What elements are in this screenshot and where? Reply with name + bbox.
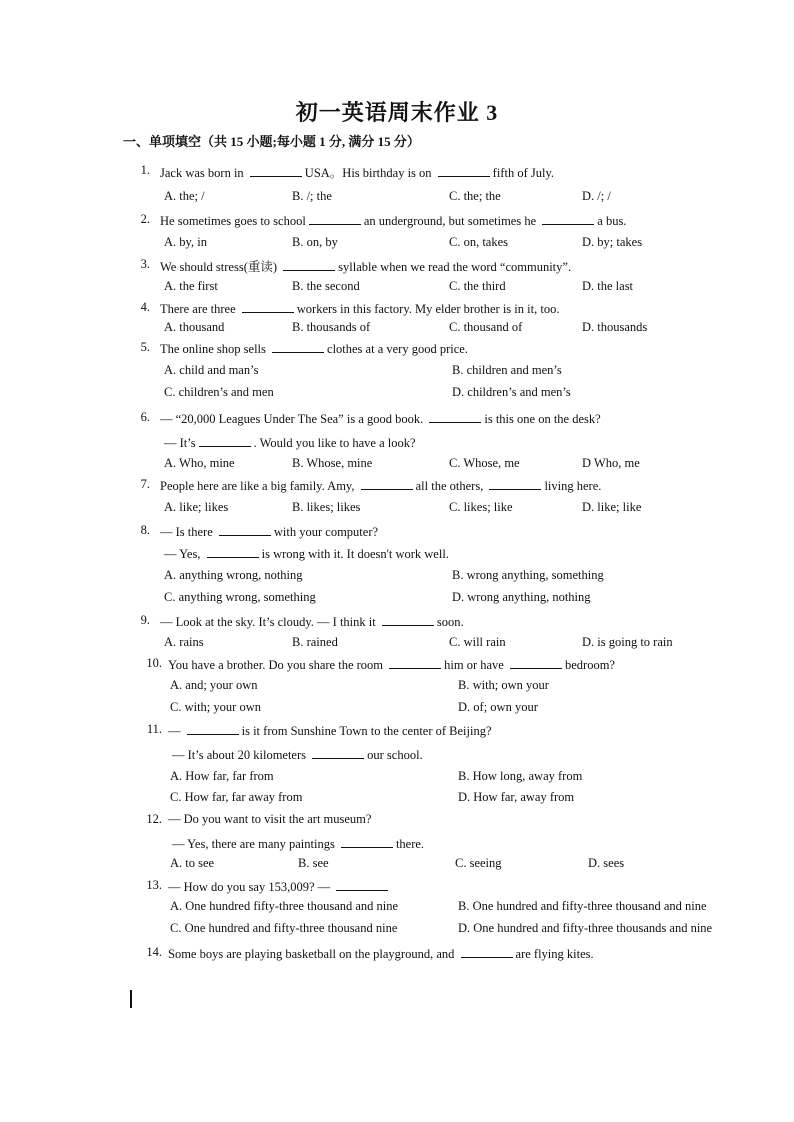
question-number: 3. <box>140 257 150 271</box>
stem-text: is this one on the desk? <box>484 412 601 426</box>
question-stem <box>160 257 571 275</box>
stem-text: — Yes, there are many paintings <box>172 837 338 851</box>
question-number: 9. <box>140 613 150 627</box>
answer-option[interactable]: D. wrong anything, nothing <box>452 590 591 604</box>
answer-option[interactable]: D. is going to rain <box>582 635 673 649</box>
answer-blank[interactable] <box>219 523 271 536</box>
stem-text: with your computer? <box>273 525 379 539</box>
stem-text: Some boys are playing basketball on the playground, and <box>168 947 458 961</box>
answer-option[interactable]: C. will rain <box>449 635 506 649</box>
answer-blank[interactable] <box>283 258 335 271</box>
question-stem <box>160 410 601 427</box>
stem-text: clothes at a very good price. <box>327 342 468 356</box>
stem-text: is wrong with it. It doesn't work well. <box>261 547 449 561</box>
answer-option[interactable]: D. How far, away from <box>458 790 575 804</box>
answer-option[interactable]: B. How long, away from <box>458 769 583 783</box>
answer-blank[interactable] <box>207 545 259 558</box>
answer-option[interactable]: B. see <box>298 856 329 870</box>
stem-text: USA。His birthday is on <box>304 166 435 180</box>
answer-option[interactable]: A. by, in <box>164 235 207 249</box>
answer-option[interactable]: A. and; your own <box>170 678 258 692</box>
question-stem <box>160 477 601 494</box>
margin-mark <box>130 990 132 1008</box>
answer-option[interactable]: C. How far, far away from <box>170 790 303 804</box>
answer-option[interactable]: B. rained <box>292 635 338 649</box>
answer-blank[interactable] <box>199 434 251 447</box>
answer-option[interactable]: B. with; own your <box>458 678 549 692</box>
question-stem <box>160 340 468 357</box>
answer-blank[interactable] <box>461 945 513 958</box>
stem-text: bedroom? <box>564 658 615 672</box>
answer-blank[interactable] <box>361 477 413 490</box>
answer-blank[interactable] <box>489 477 541 490</box>
stem-text: — Look at the sky. It’s cloudy. <box>160 615 314 629</box>
answer-blank[interactable] <box>382 613 434 626</box>
stem-text: — “20,000 Leagues Under The Sea” is a good book. <box>160 412 427 426</box>
question-number: 10. <box>146 656 162 670</box>
answer-option[interactable]: B. on, by <box>292 235 338 249</box>
answer-option[interactable]: D Who, me <box>582 456 640 470</box>
answer-option[interactable]: A. One hundred fifty-three thousand and nine <box>170 899 399 913</box>
page-title: 初一英语周末作业 3 <box>295 100 499 125</box>
answer-blank[interactable] <box>510 656 562 669</box>
answer-option[interactable]: A. rains <box>164 635 204 649</box>
answer-option[interactable]: D. sees <box>588 856 625 870</box>
answer-option[interactable]: D. thousands <box>582 320 648 334</box>
stem-text: — Yes, <box>164 547 204 561</box>
answer-blank[interactable] <box>389 656 441 669</box>
stem-text: — Do you want to visit the art museum? <box>168 812 372 826</box>
answer-option[interactable]: A. thousand <box>164 320 225 334</box>
question-stem <box>164 434 416 451</box>
answer-option[interactable]: A. to see <box>170 856 215 870</box>
question-stem <box>172 746 423 763</box>
question-number: 12. <box>146 812 162 826</box>
answer-option[interactable]: C. thousand of <box>449 320 523 334</box>
answer-option[interactable]: B. One hundred and fifty-three thousand and nine <box>458 899 707 913</box>
stem-text: Jack was born in <box>160 166 247 180</box>
question-number: 1. <box>140 163 150 177</box>
answer-option[interactable]: D. children’s and men’s <box>452 385 571 399</box>
stem-text: — I think it <box>313 615 379 629</box>
question-stem <box>168 878 391 895</box>
stem-text: living here. <box>544 479 602 493</box>
stem-text: syllable when we read the word “community”. <box>338 260 572 274</box>
stem-text: We should stress(重读) <box>160 260 281 274</box>
answer-blank[interactable] <box>429 410 481 423</box>
answer-option[interactable]: C. the; the <box>449 189 501 203</box>
answer-option[interactable]: C. One hundred and fifty-three thousand nine <box>170 921 398 935</box>
answer-blank[interactable] <box>312 746 364 759</box>
answer-blank[interactable] <box>438 164 490 177</box>
answer-option[interactable]: A. the first <box>164 279 218 293</box>
answer-blank[interactable] <box>341 835 393 848</box>
question-number: 4. <box>140 300 150 314</box>
question-stem <box>168 812 371 827</box>
answer-option[interactable]: C. the third <box>449 279 506 293</box>
answer-option[interactable]: B. the second <box>292 279 360 293</box>
question-number: 7. <box>140 477 150 491</box>
answer-option[interactable]: C. with; your own <box>170 700 261 714</box>
section-heading: 一、单项填空（共 15 小题;每小题 1 分, 满分 15 分） <box>123 134 420 149</box>
stem-text: — Is there <box>160 525 216 539</box>
answer-blank[interactable] <box>272 340 324 353</box>
stem-text: — <box>168 724 184 738</box>
question-number: 14. <box>146 945 162 959</box>
question-stem <box>172 835 424 852</box>
answer-option[interactable]: D. One hundred and fifty-three thousands and nine <box>458 921 713 935</box>
answer-option[interactable]: A. like; likes <box>164 500 229 514</box>
question-number: 8. <box>140 523 150 537</box>
stem-text: are flying kites. <box>515 947 594 961</box>
stem-text: him or have <box>444 658 507 672</box>
answer-option[interactable]: C. on, takes <box>449 235 509 249</box>
answer-option[interactable]: C. anything wrong, something <box>164 590 316 604</box>
stem-text: there. <box>395 837 425 851</box>
answer-option[interactable]: A. child and man’s <box>164 363 259 377</box>
answer-blank[interactable] <box>309 212 361 225</box>
question-stem <box>160 300 559 317</box>
answer-blank[interactable] <box>250 164 302 177</box>
stem-text: an underground, but sometimes he <box>363 214 540 228</box>
answer-option[interactable]: A. Who, mine <box>164 456 235 470</box>
question-number: 2. <box>140 212 150 226</box>
question-stem <box>160 163 554 181</box>
question-number: 13. <box>146 878 162 892</box>
stem-text: soon. <box>436 615 464 629</box>
answer-option[interactable]: A. the; / <box>164 189 205 203</box>
answer-option[interactable]: D. by; takes <box>582 235 643 249</box>
question-stem <box>164 545 449 562</box>
answer-option[interactable]: B. thousands of <box>292 320 371 334</box>
answer-blank[interactable] <box>187 722 239 735</box>
stem-text: You have a brother. Do you share the room <box>168 658 387 672</box>
question-number: 11. <box>146 722 162 736</box>
stem-text: all the others, <box>415 479 487 493</box>
answer-option[interactable]: D. like; like <box>582 500 642 514</box>
answer-option[interactable]: B. likes; likes <box>292 500 361 514</box>
answer-option[interactable]: B. children and men’s <box>452 363 562 377</box>
answer-option[interactable]: D. /; / <box>582 189 611 203</box>
answer-option[interactable]: C. Whose, me <box>449 456 520 470</box>
stem-text: workers in this factory. My elder brother is in it, too. <box>296 302 560 316</box>
answer-option[interactable]: C. children’s and men <box>164 385 274 399</box>
question-number: 5. <box>140 340 150 354</box>
stem-text: There are three <box>160 302 239 316</box>
stem-text: — How do you say 153,009? — <box>168 880 334 894</box>
stem-text: The online shop sells <box>160 342 270 356</box>
answer-blank[interactable] <box>336 878 388 891</box>
answer-option[interactable]: C. likes; like <box>449 500 513 514</box>
answer-option[interactable]: B. Whose, mine <box>292 456 373 470</box>
stem-text: a bus. <box>597 214 627 228</box>
stem-text: People here are like a big family. Amy, <box>160 479 358 493</box>
answer-blank[interactable] <box>242 300 294 313</box>
answer-option[interactable]: B. wrong anything, something <box>452 568 604 582</box>
stem-text: is it from Sunshine Town to the center of Beijing? <box>241 724 492 738</box>
stem-text: our school. <box>367 748 423 762</box>
question-stem <box>168 656 615 673</box>
answer-option[interactable]: C. seeing <box>455 856 502 870</box>
question-stem <box>160 212 626 229</box>
answer-option[interactable]: A. anything wrong, nothing <box>164 568 303 582</box>
question-stem <box>160 613 464 630</box>
answer-blank[interactable] <box>542 212 594 225</box>
answer-option[interactable]: B. /; the <box>292 189 332 203</box>
question-stem <box>168 722 492 739</box>
question-stem <box>168 945 594 962</box>
stem-text: — It’s about 20 kilometers <box>172 748 310 762</box>
question-stem <box>160 523 378 540</box>
stem-text: — It’s <box>164 436 196 450</box>
answer-option[interactable]: D. the last <box>582 279 634 293</box>
stem-text: . Would you like to have a look? <box>253 436 416 450</box>
answer-option[interactable]: D. of; own your <box>458 700 538 714</box>
question-number: 6. <box>140 410 150 424</box>
stem-text: He sometimes goes to school <box>160 214 306 228</box>
answer-option[interactable]: A. How far, far from <box>170 769 274 783</box>
stem-text: fifth of July. <box>492 166 555 180</box>
